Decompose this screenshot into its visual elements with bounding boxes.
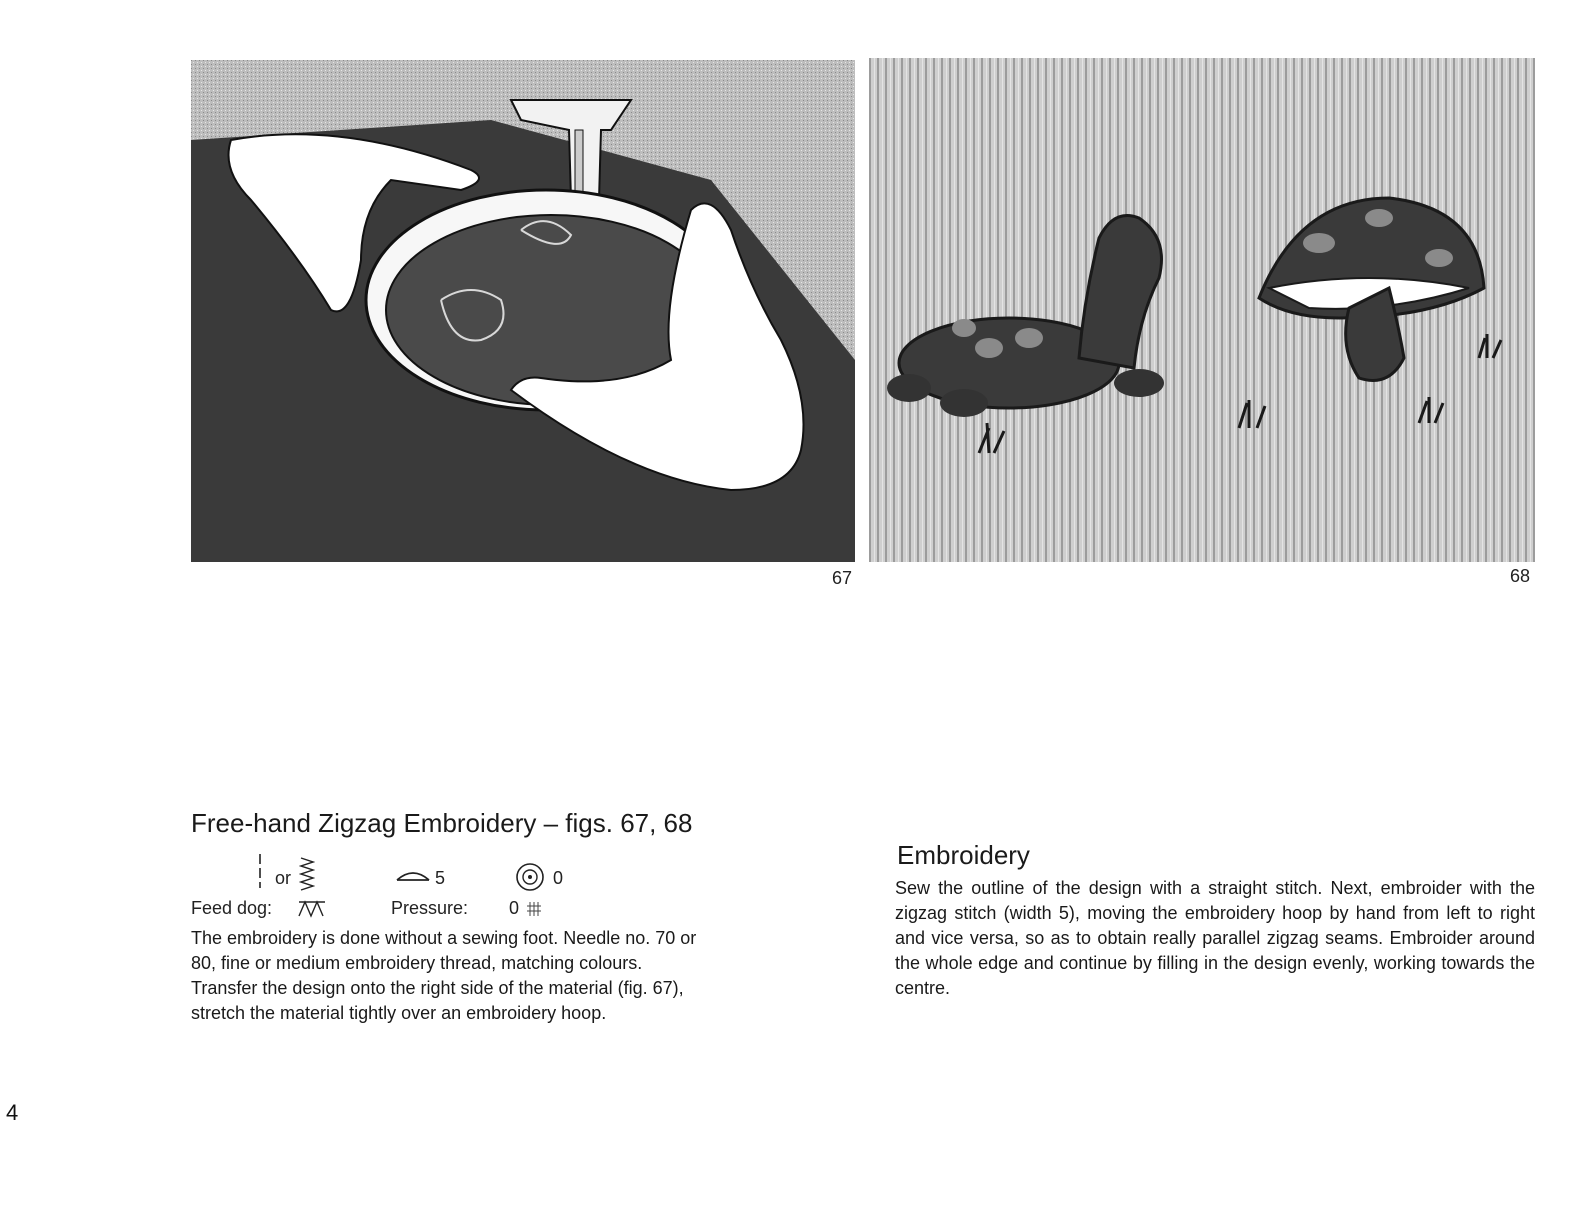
instruction-line: stretch the material tightly over an embroidery hoop. — [191, 1003, 607, 1023]
freehand-zigzag-heading: Free-hand Zigzag Embroidery – figs. 67, 68 — [191, 808, 693, 838]
embroidery-heading: Embroidery — [897, 840, 1030, 870]
zigzag-stitch-icon — [299, 856, 315, 892]
pressure-label: Pressure: — [391, 898, 469, 918]
instruction-line: The embroidery is done without a sewing foot. Needle no. 70 or — [191, 928, 697, 948]
feed-dog-icon — [297, 900, 327, 918]
figure-68-number: 68 — [1509, 566, 1530, 586]
stitch-width-value: 5 — [435, 868, 446, 888]
straight-stitch-icon — [257, 854, 263, 888]
embroidery-instructions: Sew the outline of the design with a straight stitch. Next, embroider with the zigzag stitch (width 5), moving the embroidery hoop by hand from left to right and vice versa, so as to obtain really parallel zigzag seams. Embroider around the whole edge and continue by filling in the design evenly, working towards the centre. — [895, 878, 1535, 998]
instruction-line: 80, fine or medium embroidery thread, matching colours. — [191, 953, 643, 973]
figure-68-photo — [869, 58, 1535, 562]
tension-dial-icon — [515, 862, 545, 892]
stitch-width-icon — [395, 868, 431, 884]
stitch-or-label: or — [275, 868, 292, 888]
machine-settings — [191, 852, 611, 924]
tension-value: 0 — [553, 868, 564, 888]
feed-dog-label: Feed dog: — [191, 898, 273, 918]
freehand-instructions — [191, 926, 841, 1026]
instruction-line: Transfer the design onto the right side of the material (fig. 67), — [191, 978, 684, 998]
figure-67-number: 67 — [831, 568, 852, 588]
figure-67-illustration — [191, 60, 855, 562]
page-number: 4 — [6, 1100, 19, 1125]
pressure-value: 0 — [509, 898, 520, 918]
pressure-grid-icon — [527, 902, 541, 916]
